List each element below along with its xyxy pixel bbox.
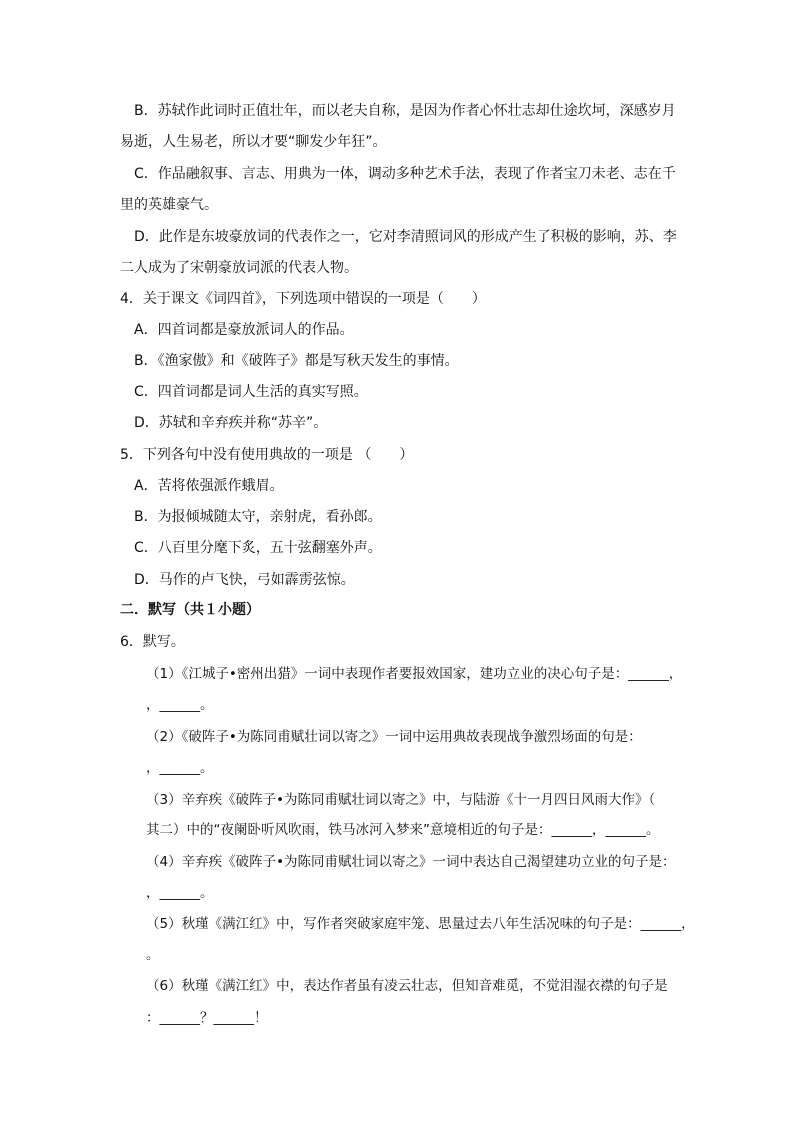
q5-option-a: A．苦将侬强派作蛾眉。 xyxy=(134,478,284,494)
q6-item6-line1: （6）秋瑾《满江红》中，表达作者虽有凌云壮志，但知音难觅，不觉泪湿衣襟的句子是 xyxy=(146,978,668,994)
q3-option-c-line2: 里的英雄豪气。 xyxy=(120,197,218,213)
q6-item6-line2: ：______？______！ xyxy=(146,1010,268,1026)
q6-item4-line2: ，______。 xyxy=(146,885,214,901)
q4-stem: 4．关于课文《词四首》，下列选项中错误的一项是（ ） xyxy=(120,291,486,307)
q4-option-a: A．四首词都是豪放派词人的作品。 xyxy=(134,322,354,338)
q5-option-c: C．八百里分麾下炙，五十弦翻塞外声。 xyxy=(134,540,382,556)
q6-item1-line1: （1）《江城子•密州出猎》一词中表现作者要报效国家，建功立业的决心句子是：______， xyxy=(146,666,683,682)
q4-option-d: D．苏轼和辛弃疾并称“苏辛”。 xyxy=(134,415,328,431)
q4-option-c: C．四首词都是词人生活的真实写照。 xyxy=(134,384,368,400)
q6-item3-line1: （3）辛弃疾《破阵子•为陈同甫赋壮词以寄之》中，与陆游《十一月四日风雨大作》（ xyxy=(146,792,656,808)
section-heading-dictation: 二．默写（共１小题） xyxy=(120,602,260,618)
q6-stem: 6．默写。 xyxy=(120,634,185,650)
q6-item5-line1: （5）秋瑾《满江红》中，写作者突破家庭牢笼、思量过去八年生活况味的句子是：______， xyxy=(146,916,695,932)
q3-option-b-line1: B．苏轼作此词时正值壮年，而以老夫自称，是因为作者心怀壮志却仕途坎坷，深感岁月 xyxy=(134,103,676,119)
q6-item3-line2: 其二）中的“夜阑卧听风吹雨，铁马冰河入梦来”意境相近的句子是：______，______。 xyxy=(146,822,660,838)
q6-item2-line2: ，______。 xyxy=(146,760,214,776)
q6-item1-line2: ，______。 xyxy=(146,697,214,713)
q4-option-b: B．《渔家傲》和《破阵子》都是写秋天发生的事情。 xyxy=(134,353,459,369)
q5-option-d: D．马作的卢飞快，弓如霹雳弦惊。 xyxy=(134,572,355,588)
q6-item4-line1: （4）辛弃疾《破阵子•为陈同甫赋壮词以寄之》一词中表达自己渴望建功立业的句子是： xyxy=(146,854,676,870)
q5-option-b: B．为报倾城随太守，亲射虎，看孙郎。 xyxy=(134,509,382,525)
q6-item5-line2: 。 xyxy=(146,947,160,963)
q3-option-d-line2: 二人成为了宋朝豪放词派的代表人物。 xyxy=(120,260,358,276)
q3-option-c-line1: C．作品融叙事、言志、用典为一体，调动多种艺术手法，表现了作者宝刀未老、志在千 xyxy=(134,166,676,182)
q6-item2-line1: （2）《破阵子•为陈同甫赋壮词以寄之》一词中运用典故表现战争激烈场面的句是： xyxy=(146,729,642,745)
q3-option-b-line2: 易逝，人生易老，所以才要“聊发少年狂”。 xyxy=(120,134,387,150)
q3-option-d-line1: D．此作是东坡豪放词的代表作之一，它对李清照词风的形成产生了积极的影响，苏、李 xyxy=(134,229,677,245)
q5-stem: 5．下列各句中没有使用典故的一项是 （ ） xyxy=(120,447,414,463)
